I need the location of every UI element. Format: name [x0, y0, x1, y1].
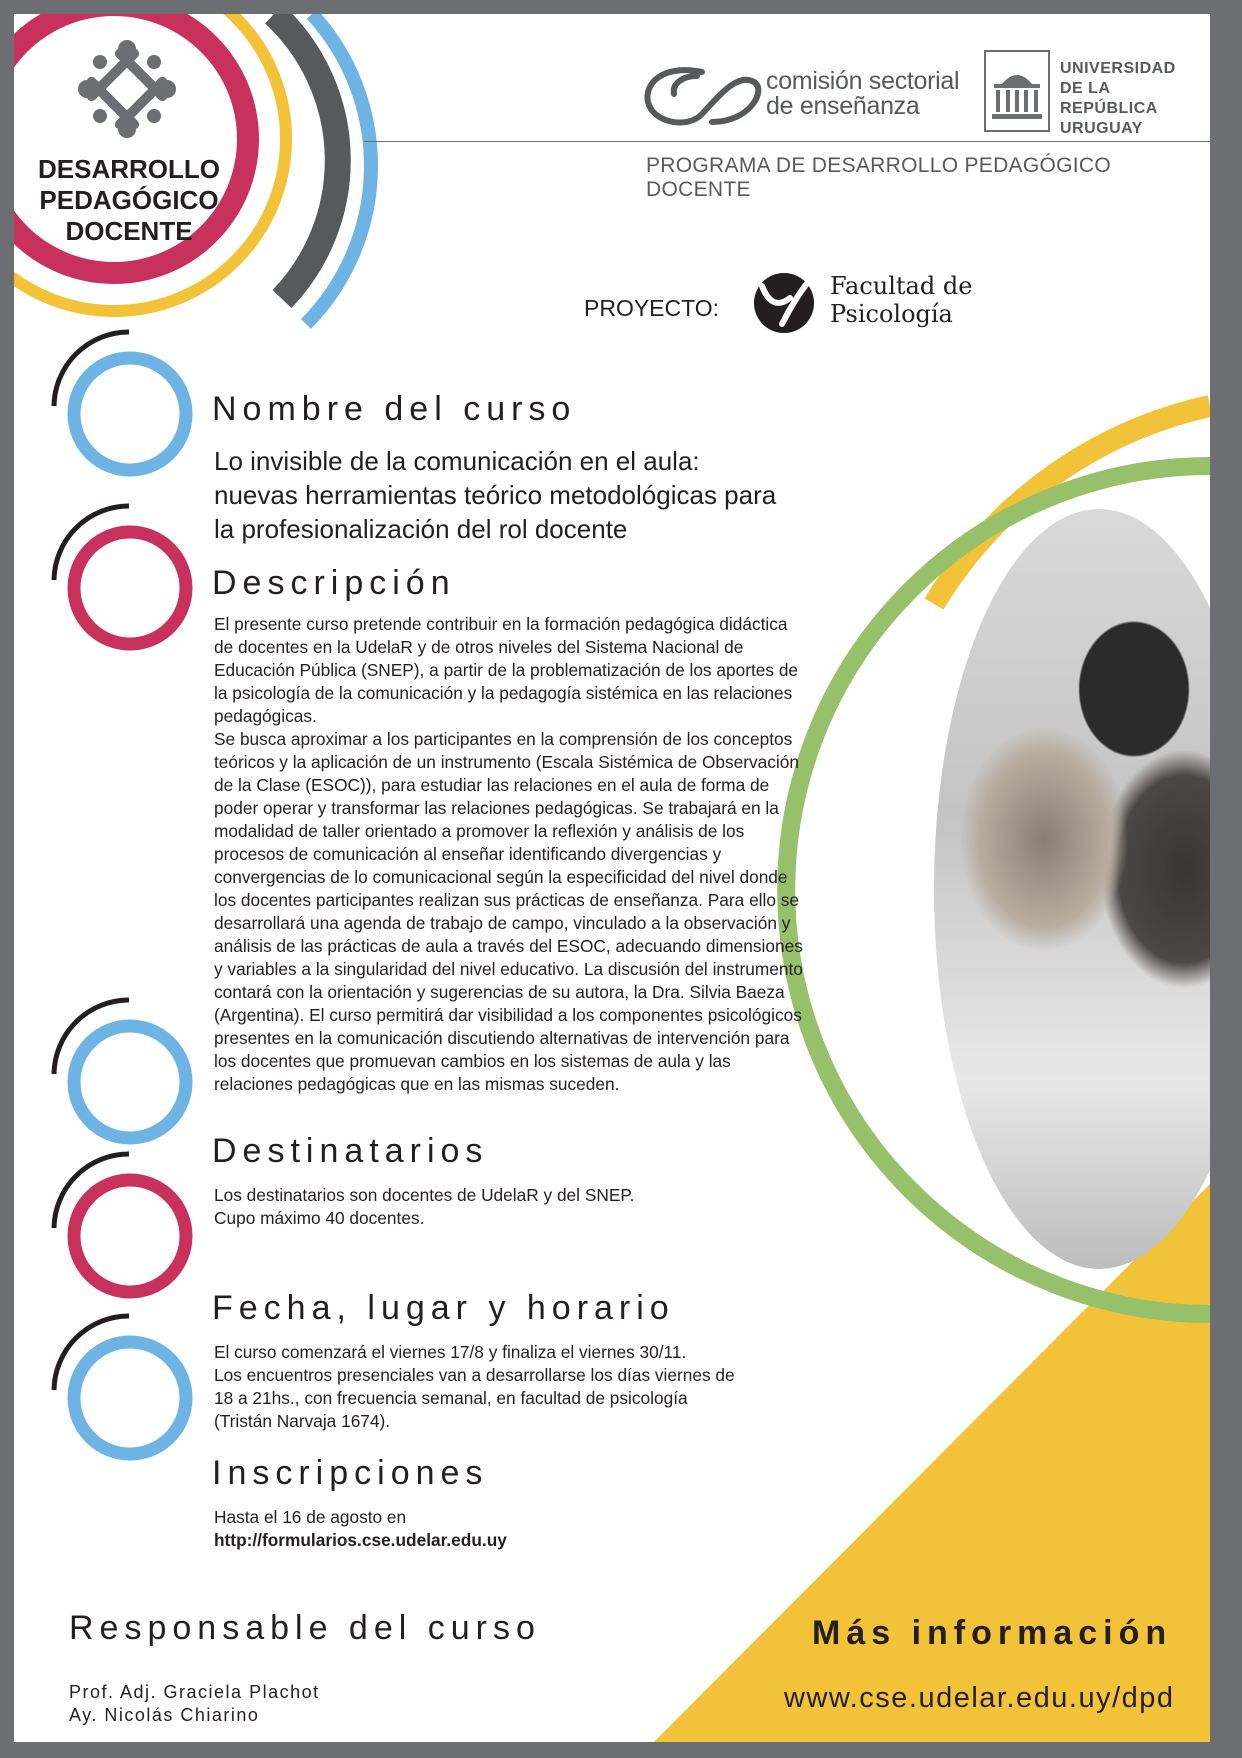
responsable-title: Responsable del curso	[69, 1609, 541, 1647]
inscripciones-title: Inscripciones	[212, 1454, 489, 1492]
fecha-line: 18 a 21hs., con frecuencia semanal, en facultad de psicología	[214, 1388, 688, 1408]
udelar-line: UNIVERSIDAD	[1060, 60, 1176, 77]
desc-line: pedagógicas.	[214, 706, 317, 726]
marker-nombre	[54, 332, 186, 470]
course-name-line: la profesionalización del rol docente	[214, 514, 628, 544]
desc-line: análisis de las prácticas de aula a través del ESOC, adecuando dimensiones	[214, 936, 803, 956]
logo-title-line: PEDAGÓGICO	[39, 185, 219, 215]
fecha-line: Los encuentros presenciales van a desarrollarse los días viernes de	[214, 1365, 735, 1385]
marker-inscripciones	[54, 1316, 186, 1454]
fecha-text	[214, 1341, 854, 1433]
desc-line: relaciones pedagógicas que en las mismas suceden.	[214, 1074, 620, 1094]
logo-title-line: DESARROLLO	[38, 154, 220, 184]
udelar-building-icon	[984, 50, 1050, 132]
desc-line: Educación Pública (SNEP), a partir de la problematización de los aportes de	[214, 660, 799, 680]
desc-line: El presente curso pretende contribuir en la formación pedagógica didáctica	[214, 614, 788, 634]
responsable-name: Ay. Nicolás Chiarino	[69, 1705, 260, 1725]
flyer-page	[14, 14, 1210, 1742]
udelar-line: DE LA REPÚBLICA	[1060, 80, 1158, 117]
responsable-name: Prof. Adj. Graciela Plachot	[69, 1682, 320, 1702]
desc-line: de docentes en la UdelaR y de otros niveles del Sistema Nacional de	[214, 637, 744, 657]
mas-info-title: Más información	[812, 1614, 1173, 1652]
desc-line: los docentes participantes realizan sus prácticas de enseñanza. Para ello se	[214, 890, 800, 910]
desc-line: desarrollará una agenda de trabajo de campo, vinculado a la observación y	[214, 913, 791, 933]
desc-line: teóricos y la aplicación de un instrumento (Escala Sistémica de Observación	[214, 752, 799, 772]
header-divider	[364, 141, 1210, 142]
descripcion-text	[214, 613, 894, 1096]
desc-line: y variables a la singularidad del nivel educativo. La discusión del instrumento	[214, 959, 803, 979]
nombre-title: Nombre del curso	[212, 390, 577, 428]
cse-logo-icon	[642, 64, 762, 134]
course-name-line: nuevas herramientas teórico metodológicas para	[214, 480, 777, 510]
marker-descripcion	[54, 506, 186, 644]
destinatarios-text	[214, 1184, 854, 1230]
desc-line: la psicología de la comunicación y la pedagogía sistémica en las relaciones	[214, 683, 793, 703]
cse-name	[766, 69, 959, 119]
cse-line: de enseñanza	[766, 92, 920, 120]
psicologia-logo-icon	[750, 272, 820, 334]
desc-line: Se busca aproximar a los participantes en la comprensión de los conceptos	[214, 729, 793, 749]
desc-line: convergencias de lo comunicacional según la especificidad del nivel donde	[214, 867, 788, 887]
destinatarios-title: Destinatarios	[212, 1132, 489, 1170]
desc-line: (Argentina). El curso permitirá dar visibilidad a los componentes psicológicos	[214, 1005, 802, 1025]
inscripciones-line: Hasta el 16 de agosto en	[214, 1507, 407, 1527]
destinatarios-line: Cupo máximo 40 docentes.	[214, 1208, 425, 1228]
udelar-name	[1060, 59, 1210, 139]
fecha-title: Fecha, lugar y horario	[212, 1289, 675, 1327]
inscripciones-url-link[interactable]: http://formularios.cse.udelar.edu.uy	[214, 1530, 507, 1550]
facultad-line: Psicología	[830, 300, 953, 328]
udelar-line: URUGUAY	[1060, 120, 1143, 137]
desc-line: contará con la orientación y sugerencias de su autora, la Dra. Silvia Baeza	[214, 982, 785, 1002]
responsable-names	[69, 1681, 320, 1727]
course-name	[214, 444, 874, 546]
desc-line: poder operar y transformar las relaciones pedagógicas. Se trabajará en la	[214, 798, 779, 818]
facultad-line: Facultad de	[830, 272, 973, 300]
proyecto-label: PROYECTO:	[584, 295, 720, 321]
desc-line: presentes en la comunicación discutiendo alternativas de intervención para	[214, 1028, 790, 1048]
fecha-line: (Tristán Narvaja 1674).	[214, 1411, 391, 1431]
desc-line: los docentes que promuevan cambios en los sistemas de aula y las	[214, 1051, 731, 1071]
descripcion-title: Descripción	[212, 564, 456, 602]
mas-info-url-link[interactable]: www.cse.udelar.edu.uy/dpd	[784, 1682, 1175, 1714]
inscripciones-text	[214, 1506, 854, 1552]
facultad-psicologia-name	[830, 272, 972, 328]
marker-destinatarios	[54, 1000, 186, 1138]
desc-line: modalidad de taller orientado a promover la reflexión y análisis de los	[214, 821, 745, 841]
program-title: PROGRAMA DE DESARROLLO PEDAGÓGICO DOCENTE	[646, 154, 1111, 201]
desc-line: de la Clase (ESOC)), para estudiar las relaciones en el aula de forma de	[214, 775, 770, 795]
logo-title-line: DOCENTE	[65, 216, 193, 246]
course-name-line: Lo invisible de la comunicación en el aula:	[214, 446, 700, 476]
fecha-line: El curso comenzará el viernes 17/8 y finaliza el viernes 30/11.	[214, 1342, 687, 1362]
desc-line: procesos de comunicación al enseñar identificando divergencias y	[214, 844, 722, 864]
marker-fecha	[54, 1154, 186, 1292]
destinatarios-line: Los destinatarios son docentes de UdelaR y del SNEP.	[214, 1185, 635, 1205]
cse-line: comisión sectorial	[766, 67, 960, 95]
